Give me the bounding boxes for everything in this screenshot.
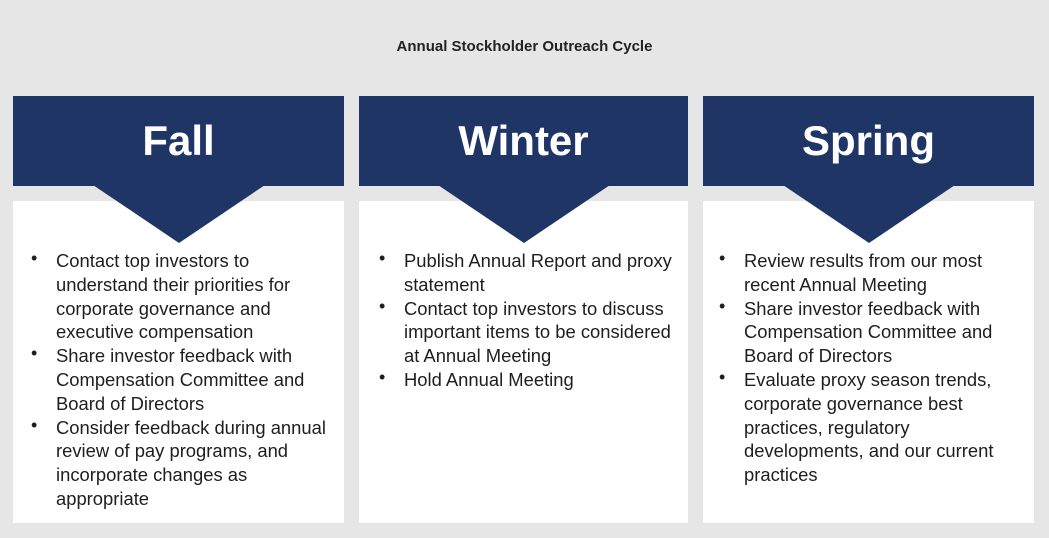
bullet-item: • Share investor feedback with Compensation Committee and Board of Directors <box>56 344 340 415</box>
bullet-item: • Review results from our most recent Annual Meeting <box>744 249 1032 297</box>
fall-bullet-list <box>56 249 340 511</box>
bullet-item: • Hold Annual Meeting <box>404 368 686 392</box>
bullet-item: • Contact top investors to understand their priorities for corporate governance and executive compensation <box>56 249 340 344</box>
diagram-title: Annual Stockholder Outreach Cycle <box>396 38 653 55</box>
down-arrow-icon <box>438 185 610 243</box>
bullet-item: • Contact top investors to discuss important items to be considered at Annual Meeting <box>404 297 686 368</box>
spring-bullet-list <box>744 249 1032 487</box>
bullet-item: • Evaluate proxy season trends, corporate governance best practices, regulatory developments, and our current practices <box>744 368 1032 487</box>
season-fall-label: Fall <box>142 117 215 164</box>
column-fall-banner <box>13 96 344 186</box>
winter-bullet-list <box>404 249 686 392</box>
column-spring-banner <box>703 96 1034 186</box>
down-arrow-icon <box>93 185 265 243</box>
bullet-item: • Publish Annual Report and proxy statement <box>404 249 686 297</box>
down-arrow-icon <box>783 185 955 243</box>
column-fall <box>13 96 344 523</box>
bullet-item: • Share investor feedback with Compensation Committee and Board of Directors <box>744 297 1032 368</box>
season-winter-label: Winter <box>458 117 589 164</box>
column-spring <box>703 96 1034 523</box>
column-winter <box>359 96 688 523</box>
bullet-item: • Consider feedback during annual review of pay programs, and incorporate changes as appropriate <box>56 416 340 511</box>
season-spring-label: Spring <box>802 117 935 164</box>
column-winter-banner <box>359 96 688 186</box>
